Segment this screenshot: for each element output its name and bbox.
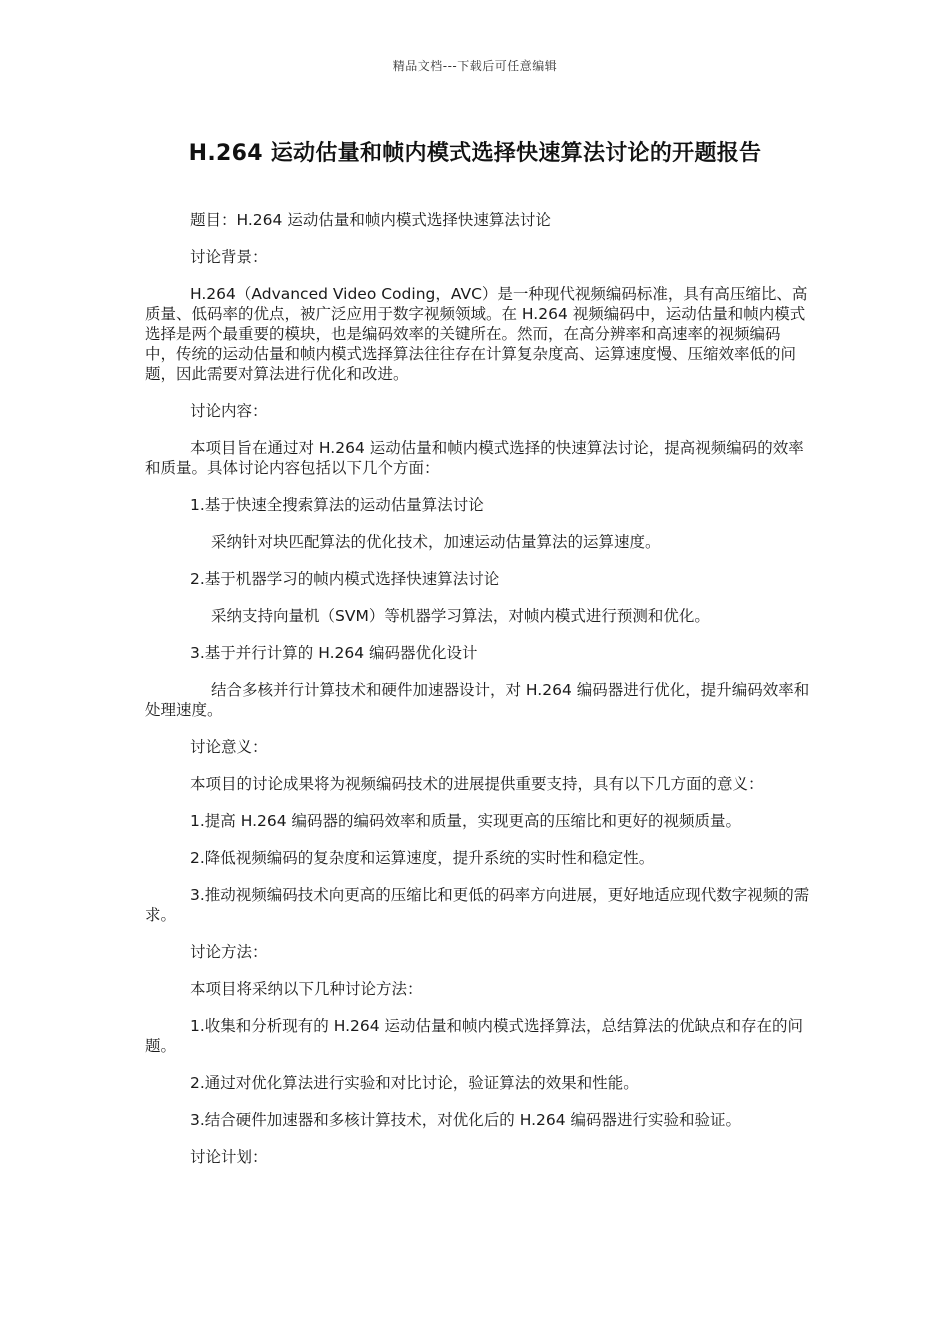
- paragraph-background: H.264（Advanced Video Coding，AVC）是一种现代视频编码标准，具有高压缩比、高质量、低码率的优点，被广泛应用于数字视频领域。在 H.264 视频编码中，运动估量和帧内模式选择是两个最重要的模块，也是编码效率的关键所在。然而，在高分辨率和高速率的视频编码中，传统的运动估量和帧内模式选择算法往往存在计算复杂度高、运算速度慢、压缩效率低的问题，因此需要对算法进行优化和改进。: [145, 285, 808, 383]
- document-body: [145, 210, 810, 1184]
- content-item-2-detail: 采纳支持向量机（SVM）等机器学习算法，对帧内模式进行预测和优化。: [211, 607, 710, 625]
- heading-background: 讨论背景：: [190, 248, 268, 266]
- document-title: H.264 运动估量和帧内模式选择快速算法讨论的开题报告: [188, 141, 762, 166]
- significance-item-1: 1.提高 H.264 编码器的编码效率和质量，实现更高的压缩比和更好的视频质量。: [190, 812, 742, 830]
- heading-content: 讨论内容：: [190, 402, 268, 420]
- significance-item-3: 3.推动视频编码技术向更高的压缩比和更低的码率方向进展，更好地适应现代数字视频的需求。: [145, 886, 810, 924]
- heading-plan: 讨论计划：: [190, 1148, 268, 1166]
- content-item-2: 2.基于机器学习的帧内模式选择快速算法讨论: [190, 570, 500, 588]
- content-item-3-detail: 结合多核并行计算技术和硬件加速器设计，对 H.264 编码器进行优化，提升编码效率和处理速度。: [145, 681, 810, 719]
- content-item-1-detail: 采纳针对块匹配算法的优化技术，加速运动估量算法的运算速度。: [211, 533, 661, 551]
- heading-significance: 讨论意义：: [190, 738, 268, 756]
- heading-method: 讨论方法：: [190, 943, 268, 961]
- paragraph-significance-intro: 本项目的讨论成果将为视频编码技术的进展提供重要支持，具有以下几方面的意义：: [190, 775, 764, 793]
- content-item-1: 1.基于快速全搜索算法的运动估量算法讨论: [190, 496, 484, 514]
- header-note: 精品文档---下载后可任意编辑: [392, 59, 558, 73]
- paragraph-topic: 题目：H.264 运动估量和帧内模式选择快速算法讨论: [190, 211, 551, 229]
- paragraph-method-intro: 本项目将采纳以下几种讨论方法：: [190, 980, 423, 998]
- paragraph-content-intro: 本项目旨在通过对 H.264 运动估量和帧内模式选择的快速算法讨论，提高视频编码的效率和质量。具体讨论内容包括以下几个方面：: [145, 439, 804, 477]
- significance-item-2: 2.降低视频编码的复杂度和运算速度，提升系统的实时性和稳定性。: [190, 849, 655, 867]
- method-item-3: 3.结合硬件加速器和多核计算技术，对优化后的 H.264 编码器进行实验和验证。: [190, 1111, 742, 1129]
- content-item-3: 3.基于并行计算的 H.264 编码器优化设计: [190, 644, 478, 662]
- method-item-1: 1.收集和分析现有的 H.264 运动估量和帧内模式选择算法，总结算法的优缺点和存在的问题。: [145, 1017, 804, 1055]
- method-item-2: 2.通过对优化算法进行实验和对比讨论，验证算法的效果和性能。: [190, 1074, 639, 1092]
